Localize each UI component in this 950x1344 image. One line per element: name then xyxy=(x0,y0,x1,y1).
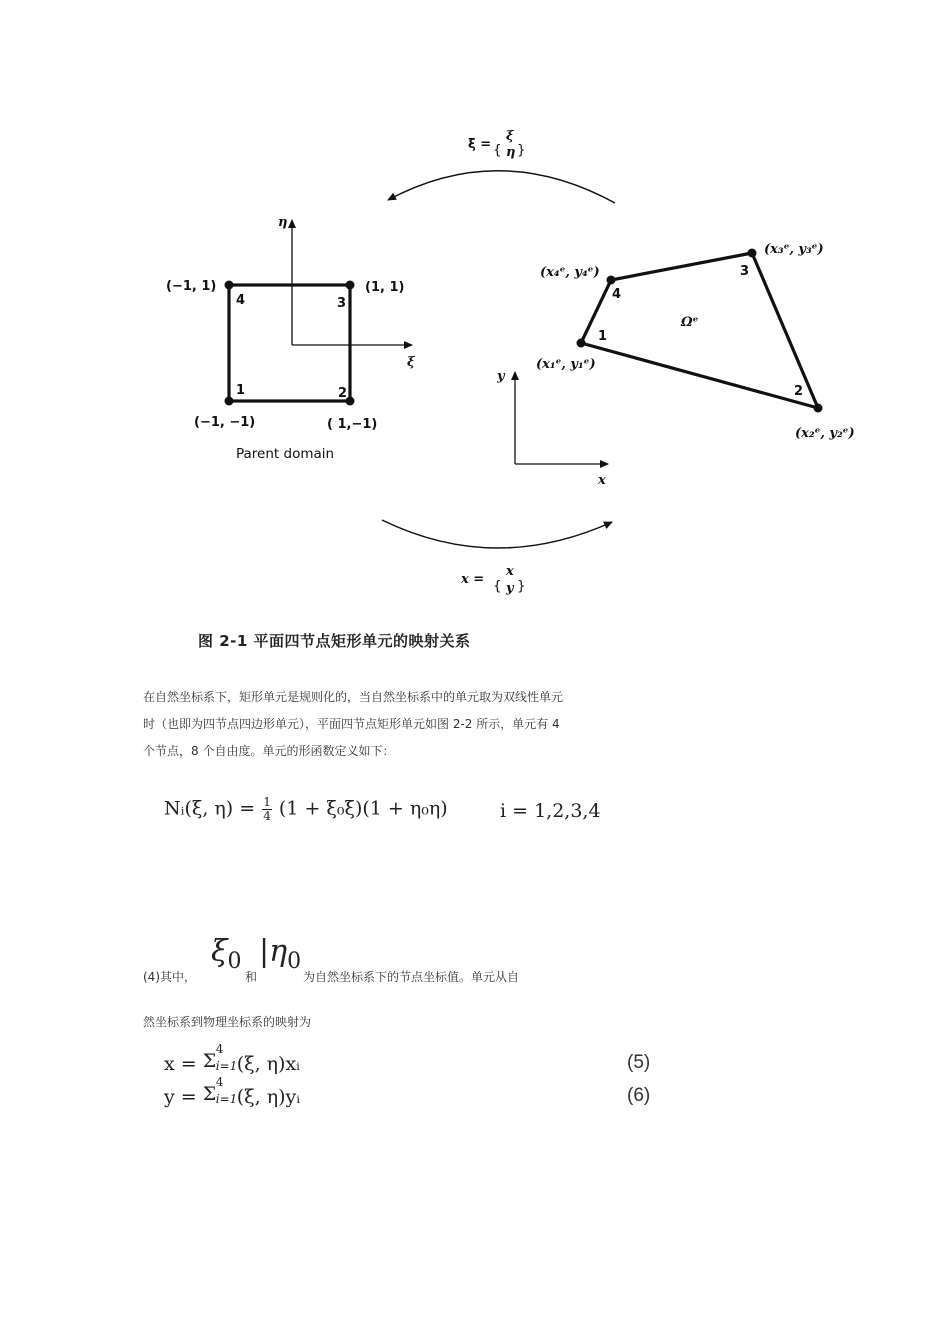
bottom-mapping-v2: y xyxy=(506,581,514,596)
corner-br-label: ( 1,−1) xyxy=(327,417,378,432)
omega-label: Ωᵉ xyxy=(681,315,699,330)
mapping-diagram xyxy=(150,110,870,610)
bottom-brace-right: } xyxy=(517,578,526,594)
shape-eq-range: i = 1,2,3,4 xyxy=(500,800,601,822)
shape-eq-lhs: Nᵢ(ξ, η) = xyxy=(164,797,256,820)
bottom-arc-arrow xyxy=(382,520,612,548)
eq-x-rhs: (ξ, η)xᵢ xyxy=(236,1053,301,1075)
figure-caption: 图 2-1 平面四节点矩形单元的映射关系 xyxy=(198,632,471,650)
bottom-brace-left: { xyxy=(493,578,502,594)
physical-node-4-dot xyxy=(607,276,616,285)
physical-node-1-label: 1 xyxy=(598,329,608,344)
top-mapping-v1: ξ xyxy=(506,129,514,144)
physical-node-3-dot xyxy=(748,249,757,258)
shape-function-equation xyxy=(164,796,448,823)
parent-node-4-label: 4 xyxy=(236,293,246,308)
xi0-symbol xyxy=(211,934,242,974)
corner-tr-label: (1, 1) xyxy=(365,280,405,295)
eq-y-lhs: y = xyxy=(164,1086,203,1108)
physical-coord-4: (x₄ᵉ, y₄ᵉ) xyxy=(540,265,600,280)
parent-node-3-label: 3 xyxy=(337,296,347,311)
parent-node-1-label: 1 xyxy=(236,383,246,398)
mapping-figure xyxy=(150,110,870,610)
top-mapping-lhs: ξ = xyxy=(468,137,492,152)
x-axis-label: x xyxy=(598,473,606,488)
eq-x-sup: 4 xyxy=(215,1042,224,1056)
equation-number-5: (5) xyxy=(627,1052,651,1073)
y-axis-label: y xyxy=(497,369,505,384)
eta0-main: |η xyxy=(259,934,288,969)
top-arc-arrow xyxy=(388,171,615,203)
physical-node-2-dot xyxy=(814,404,823,413)
eq-y-sigma: Σ xyxy=(202,1083,217,1105)
top-brace-right: } xyxy=(517,142,526,158)
eq-x-sub: i=1 xyxy=(215,1059,238,1073)
parent-node-3-dot xyxy=(346,281,355,290)
mapping-equation-x xyxy=(164,1042,301,1075)
parent-node-2-label: 2 xyxy=(338,386,348,401)
xi0-sub: 0 xyxy=(227,949,242,974)
physical-node-2-label: 2 xyxy=(794,384,804,399)
eq-x-lhs: x = xyxy=(164,1053,203,1075)
xi0-main: ξ xyxy=(211,934,228,969)
parent-node-1-dot xyxy=(225,397,234,406)
eq-y-sub: i=1 xyxy=(215,1092,238,1106)
corner-tl-label: (−1, 1) xyxy=(166,279,217,294)
eq-x-sum xyxy=(202,1042,238,1073)
physical-node-3-label: 3 xyxy=(740,264,750,279)
shape-eq-rhs: (1 + ξ₀ξ)(1 + η₀η) xyxy=(278,797,448,820)
line4-suffix: 为自然坐标系下的节点坐标值。单元从自 xyxy=(303,970,520,984)
parent-square xyxy=(229,285,350,401)
line4-prefix: (4)其中， xyxy=(143,970,196,984)
top-brace-left: { xyxy=(493,142,502,158)
eta-axis-label: η xyxy=(278,215,288,230)
parent-domain-label: Parent domain xyxy=(236,446,335,462)
eq-y-sum xyxy=(202,1075,238,1106)
fraction-numerator: 1 xyxy=(263,795,271,809)
bottom-mapping-v1: x xyxy=(506,564,514,579)
physical-coord-2: (x₂ᵉ, y₂ᵉ) xyxy=(795,426,855,441)
mapping-equation-y xyxy=(164,1075,301,1108)
eq-y-sup: 4 xyxy=(215,1075,224,1089)
equation-number-6: (6) xyxy=(627,1085,651,1106)
shape-eq-fraction xyxy=(262,796,272,823)
corner-bl-label: (−1, −1) xyxy=(194,415,256,430)
top-mapping-v2: η xyxy=(506,145,516,160)
physical-node-4-label: 4 xyxy=(612,287,622,302)
physical-node-1-dot xyxy=(577,339,586,348)
physical-quadrilateral xyxy=(581,253,818,408)
line4-and: 和 xyxy=(245,970,258,984)
physical-coord-1: (x₁ᵉ, y₁ᵉ) xyxy=(536,357,596,372)
physical-coord-3: (x₃ᵉ, y₃ᵉ) xyxy=(764,242,824,257)
bottom-mapping-lhs: x = xyxy=(461,572,485,587)
fraction-denominator: 4 xyxy=(263,809,271,823)
eta0-symbol xyxy=(259,934,301,974)
eq-x-sigma: Σ xyxy=(202,1050,217,1072)
eq-y-rhs: (ξ, η)yᵢ xyxy=(236,1086,301,1108)
xi-axis-label: ξ xyxy=(407,355,415,370)
eta0-sub: 0 xyxy=(287,949,302,974)
paragraph-1: 在自然坐标系下，矩形单元是规则化的，当自然坐标系中的单元取为双线性单元时（也即为四节点四边形单元），平面四节点矩形单元如图 2-2 所示，单元有 4 个节点，8 个自由度。单元的形函数定义如下： xyxy=(143,690,564,758)
node-coordinate-line xyxy=(143,930,643,990)
paragraph-2: 然坐标系到物理坐标系的映射为 xyxy=(143,1015,312,1029)
parent-node-4-dot xyxy=(225,281,234,290)
